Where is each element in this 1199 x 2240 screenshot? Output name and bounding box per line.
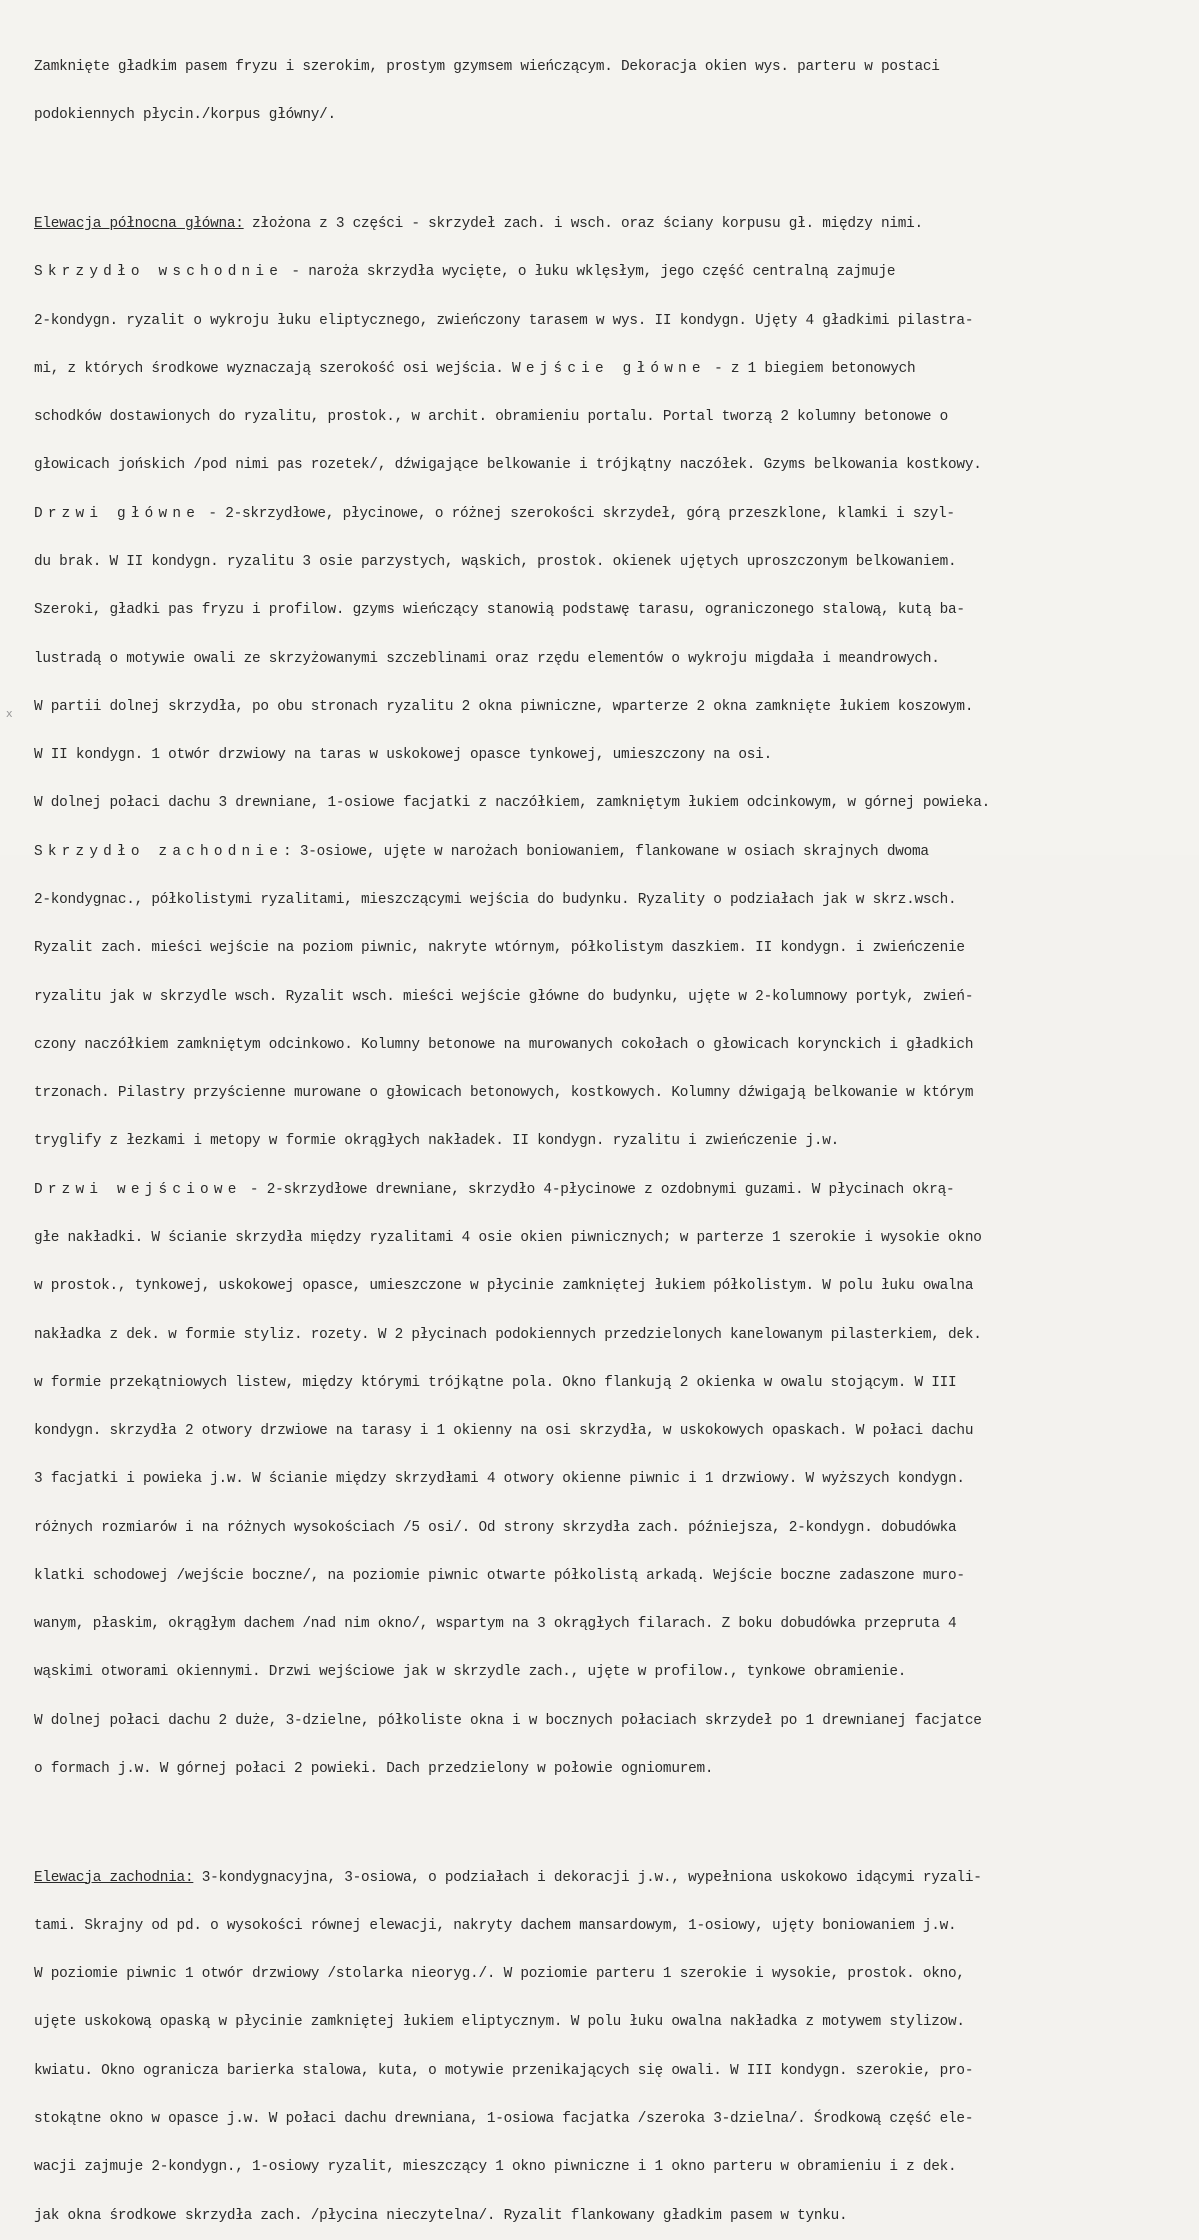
north-line: ryzalitu jak w skrzydle wsch. Ryzalit wsch. mieści wejście główne do budynku, ujęte w 2-kolumnowy portyk, zwień- [34, 988, 974, 1005]
north-line: w formie przekątniowych listew, między którymi trójkątne pola. Okno flankują 2 okienka w owalu stojącym. W III [34, 1374, 957, 1391]
north-line: trzonach. Pilastry przyścienne murowane o głowicach betonowych, kostkowych. Kolumny dźwigają belkowanie w którym [34, 1085, 974, 1102]
north-line [34, 361, 1194, 377]
north-line: du brak. W II kondygn. ryzalitu 3 osie parzystych, wąskich, prostok. okienek ujętych uproszczonym belkowaniem. [34, 554, 957, 570]
north-line: wanym, płaskim, okrągłym dachem /nad nim okno/, wspartym na 3 okrągłych filarach. Z boku dobudówka przepruta 4 [34, 1616, 957, 1633]
west-wing-label: Skrzydło zachodnie [34, 843, 284, 860]
north-line: czony naczółkiem zamkniętym odcinkowo. Kolumny betonowe na murowanych cokołach o głowicach korynckich i gładkich [34, 1036, 974, 1053]
west-wing-text: : 3-osiowe, ujęte w narożach boniowaniem, flankowane w osiach skrajnych dwoma [283, 843, 929, 860]
west-heading: Elewacja zachodnia: [34, 1869, 194, 1886]
north-line-text: mi, z których środkowe wyznaczają szerokość osi wejścia. [34, 360, 504, 377]
north-line: w prostok., tynkowej, uskokowej opasce, umieszczone w płycinie zamkniętej łukiem półkolistym. W polu łuku owalna [34, 1278, 974, 1295]
east-wing-line [34, 264, 1194, 280]
west-line: wacji zajmuje 2-kondygn., 1-osiowy ryzalit, mieszczący 1 okno piwniczne i 1 okno parteru w obramieniu i z dek. [34, 2159, 957, 2176]
north-line: W dolnej połaci dachu 2 duże, 3-dzielne, półkoliste okna i w bocznych połaciach skrzydeł po 1 drewnianej facjatce [34, 1712, 982, 1729]
north-line: 3 facjatki i powieka j.w. W ścianie między skrzydłami 4 otwory okienne piwnic i 1 drzwiowy. W wyższych kondygn. [34, 1471, 965, 1488]
north-line: głe nakładki. W ścianie skrzydła między ryzalitami 4 osie okien piwnicznych; w parterze 1 szerokie i wysokie okno [34, 1229, 982, 1246]
north-line: 2-kondygn. ryzalit o wykroju łuku eliptycznego, zwieńczony tarasem w wys. II kondygn. Ujęty 4 gładkimi pilastra- [34, 312, 974, 329]
north-line: Ryzalit zach. mieści wejście na poziom piwnic, nakryte wtórnym, półkolistym daszkiem. II kondygn. i zwieńczenie [34, 940, 965, 957]
document-text [34, 27, 1194, 2240]
north-line: W dolnej połaci dachu 3 drewniane, 1-osiowe facjatki z naczółkiem, zamkniętym łukiem odcinkowym, w górnej powieka. [34, 795, 990, 812]
west-line: ujęte uskokową opaską w płycinie zamkniętej łukiem eliptycznym. W polu łuku owalna nakładka z motywem stylizow. [34, 2014, 965, 2031]
east-wing-label: Skrzydło wschodnie [34, 264, 284, 281]
north-line: o formach j.w. W górnej połaci 2 powieki. Dach przedzielony w połowie ogniomurem. [34, 1761, 714, 1778]
main-door-label: Drzwi główne [34, 505, 201, 522]
north-line: Szeroki, gładki pas fryzu i profilow. gzyms wieńczący stanowią podstawę tarasu, ograniczonego stalową, kutą ba- [34, 602, 965, 619]
north-first-line-text: złożona z 3 części - skrzydeł zach. i wsch. oraz ściany korpusu gł. między nimi. [243, 216, 923, 233]
north-line: schodków dostawionych do ryzalitu, prostok., w archit. obramieniu portalu. Portal tworzą 2 kolumny betonowe o [34, 409, 949, 426]
east-wing-text: - naroża skrzydła wycięte, o łuku wklęsłym, jego część centralną zajmuje [283, 264, 896, 281]
north-line: wąskimi otworami okiennymi. Drzwi wejściowe jak w skrzydle zach., ujęte w profilow., tynkowe obramienie. [34, 1664, 907, 1681]
north-line: 2-kondygnac., półkolistymi ryzalitami, mieszczącymi wejścia do budynku. Ryzality o podziałach jak w skrz.wsch. [34, 891, 957, 908]
main-door-text: - 2-skrzydłowe, płycinowe, o różnej szerokości skrzydeł, górą przeszklone, klamki i szyl- [200, 505, 955, 522]
north-line: nakładka z dek. w formie styliz. rozety. W 2 płycinach podokiennych przedzielonych kanelowanym pilasterkiem, dek. [34, 1326, 982, 1343]
west-wing-line [34, 844, 1194, 860]
west-line: kwiatu. Okno ogranicza barierka stalowa, kuta, o motywie przenikających się owali. W III kondygn. szerokie, pro- [34, 2062, 974, 2079]
north-line: W II kondygn. 1 otwór drzwiowy na taras w uskokowej opasce tynkowej, umieszczony na osi. [34, 747, 772, 764]
north-line: głowicach jońskich /pod nimi pas rozetek/, dźwigające belkowanie i trójkątny naczółek. Gzyms belkowania kostkowy. [34, 457, 982, 474]
west-line: stokątne okno w opasce j.w. W połaci dachu drewniana, 1-osiowa facjatka /szeroka 3-dzielna/. Środkową część ele- [34, 2111, 974, 2127]
side-door-label: Drzwi wejściowe [34, 1181, 242, 1198]
north-line: kondygn. skrzydła 2 otwory drzwiowe na tarasy i 1 okienny na osi skrzydła, w uskokowych opaskach. W połaci dachu [34, 1423, 974, 1440]
intro-line-2: podokiennych płycin./korpus główny/. [34, 107, 336, 124]
margin-mark: x [6, 707, 13, 720]
north-line: tryglify z łezkami i metopy w formie okrągłych nakładek. II kondygn. ryzalitu i zwieńczenie j.w. [34, 1133, 840, 1150]
north-line: lustradą o motywie owali ze skrzyżowanymi szczeblinami oraz rzędu elementów o wykroju migdała i meandrowych. [34, 650, 940, 667]
north-line: W partii dolnej skrzydła, po obu stronach ryzalitu 2 okna piwniczne, wparterze 2 okna zamknięte łukiem koszowym. [34, 698, 974, 715]
main-entrance-label: Wejście główne [512, 360, 706, 377]
north-first-line [34, 216, 1194, 232]
main-door-line [34, 506, 1194, 522]
west-line: W poziomie piwnic 1 otwór drzwiowy /stolarka nieoryg./. W poziomie parteru 1 szerokie i wysokie, prostok. okno, [34, 1966, 965, 1983]
north-line: różnych rozmiarów i na różnych wysokościach /5 osi/. Od strony skrzydła zach. późniejsza, 2-kondygn. dobudówka [34, 1519, 957, 1536]
west-line: tami. Skrajny od pd. o wysokości równej elewacji, nakryty dachem mansardowym, 1-osiowy, ujęty boniowaniem j.w. [34, 1917, 957, 1934]
west-first-line-text: 3-kondygnacyjna, 3-osiowa, o podziałach i dekoracji j.w., wypełniona uskokowo idącymi ryzali- [193, 1869, 982, 1886]
side-door-line [34, 1182, 1194, 1198]
north-heading: Elewacja północna główna: [34, 216, 244, 233]
west-line: jak okna środkowe skrzydła zach. /płycina nieczytelna/. Ryzalit flankowany gładkim pasem w tynku. [34, 2207, 848, 2224]
side-door-text: - 2-skrzydłowe drewniane, skrzydło 4-płycinowe z ozdobnymi guzami. W płycinach okrą- [241, 1181, 955, 1198]
west-first-line [34, 1870, 1194, 1886]
intro-line-1: Zamknięte gładkim pasem fryzu i szerokim, prostym gzymsem wieńczącym. Dekoracja okien wys. parteru w postaci [34, 59, 940, 76]
north-line: klatki schodowej /wejście boczne/, na poziomie piwnic otwarte półkolistą arkadą. Wejście boczne zadaszone muro- [34, 1567, 965, 1584]
main-entrance-text: - z 1 biegiem betonowych [705, 360, 916, 377]
